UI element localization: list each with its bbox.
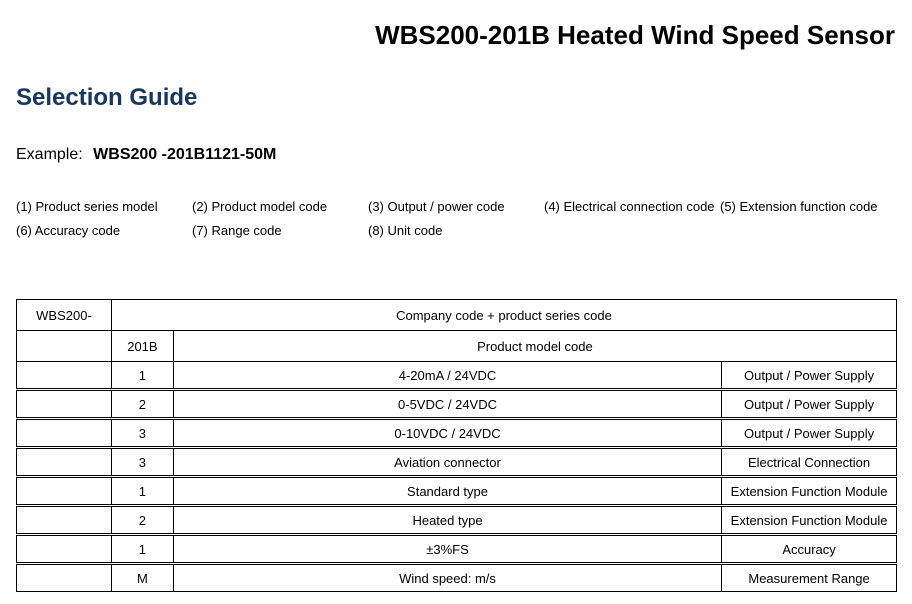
example-line (16, 146, 276, 164)
empty-cell (17, 331, 112, 362)
table-row (17, 419, 897, 448)
table-row (17, 506, 897, 535)
empty-cell (17, 564, 112, 592)
code-legend-item: (7) Range code (192, 223, 282, 238)
empty-cell (17, 535, 112, 564)
empty-cell (17, 362, 112, 390)
code-legend-item: (8) Unit code (368, 223, 443, 238)
option-desc-cell: Heated type (173, 506, 721, 535)
code-legend-item: (3) Output / power code (368, 199, 505, 214)
code-legend-item: (2) Product model code (192, 199, 328, 214)
empty-cell (17, 448, 112, 477)
option-desc-cell: 0-5VDC / 24VDC (173, 390, 721, 419)
code-legend-row (16, 195, 896, 219)
table-row (17, 331, 897, 362)
option-code-cell: M (111, 564, 173, 592)
option-code-cell: 1 (111, 362, 173, 390)
option-desc-cell: 0-10VDC / 24VDC (173, 419, 721, 448)
table-row (17, 300, 897, 331)
example-label: Example: (16, 146, 83, 163)
code-legend-item: (4) Electrical connection code (544, 199, 715, 214)
option-category-cell: Output / Power Supply (722, 390, 897, 419)
empty-cell (17, 477, 112, 506)
option-code-cell: 2 (111, 390, 173, 419)
option-desc-cell: ±3%FS (173, 535, 721, 564)
section-title: Selection Guide (16, 84, 198, 111)
option-category-cell: Extension Function Module (722, 506, 897, 535)
code-legend-row (16, 219, 896, 243)
table-row (17, 448, 897, 477)
option-category-cell: Output / Power Supply (722, 362, 897, 390)
empty-cell (17, 506, 112, 535)
option-code-cell: 3 (111, 419, 173, 448)
model-code-cell: 201B (111, 331, 173, 362)
table-row (17, 535, 897, 564)
code-legend-item: (1) Product series model (16, 199, 158, 214)
table-row (17, 362, 897, 390)
example-code: WBS200 -201B1121-50M (93, 146, 277, 163)
document-title: WBS200-201B Heated Wind Speed Sensor (375, 20, 895, 50)
option-category-cell: Output / Power Supply (722, 419, 897, 448)
option-category-cell: Measurement Range (722, 564, 897, 592)
empty-cell (17, 419, 112, 448)
option-desc-cell: Aviation connector (173, 448, 721, 477)
option-desc-cell: Standard type (173, 477, 721, 506)
option-code-cell: 2 (111, 506, 173, 535)
option-desc-cell: 4-20mA / 24VDC (173, 362, 721, 390)
table-row (17, 390, 897, 419)
empty-cell (17, 390, 112, 419)
table-row (17, 477, 897, 506)
option-category-cell: Electrical Connection (722, 448, 897, 477)
code-legend (16, 195, 896, 243)
option-category-cell: Extension Function Module (722, 477, 897, 506)
selection-table (16, 299, 897, 592)
option-code-cell: 3 (111, 448, 173, 477)
table-row (17, 564, 897, 592)
code-legend-item: (6) Accuracy code (16, 223, 121, 238)
series-code-cell: WBS200- (17, 300, 112, 331)
model-desc-cell: Product model code (173, 331, 896, 362)
option-code-cell: 1 (111, 477, 173, 506)
option-code-cell: 1 (111, 535, 173, 564)
option-desc-cell: Wind speed: m/s (173, 564, 721, 592)
code-legend-item: (5) Extension function code (720, 199, 878, 214)
series-desc-cell: Company code + product series code (111, 300, 896, 331)
option-category-cell: Accuracy (722, 535, 897, 564)
